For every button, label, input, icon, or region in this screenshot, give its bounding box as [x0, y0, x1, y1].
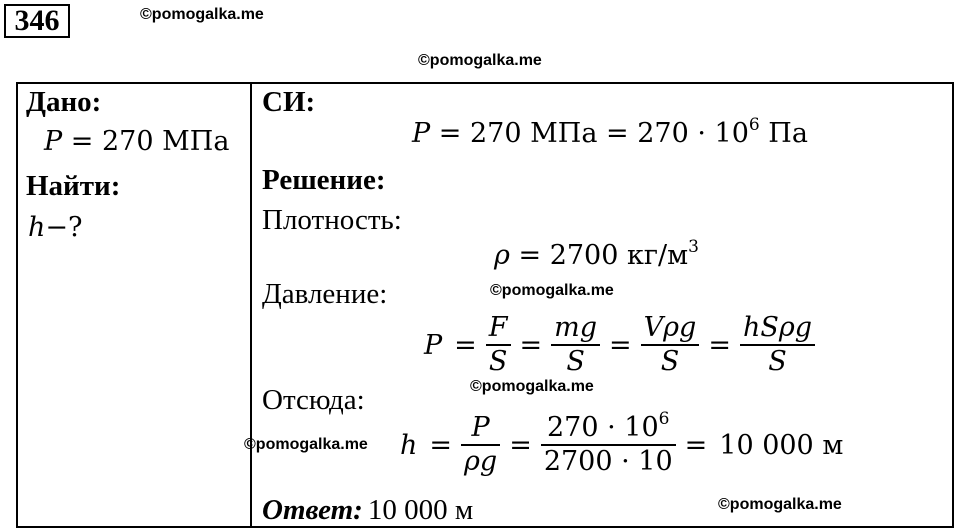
si-unit-mpa: МПа: [530, 118, 598, 149]
exponent: 6: [658, 409, 670, 429]
problem-number: 346: [4, 4, 70, 38]
fraction-denominator: S: [488, 346, 508, 378]
si-conversion: [412, 115, 808, 149]
hence-label: Отсюда:: [262, 384, 365, 416]
equals-sign: =: [708, 329, 731, 361]
find-label: Найти:: [26, 170, 121, 202]
si-value-mpa: 270: [469, 118, 522, 149]
exponent: 6: [748, 115, 760, 135]
fraction: [541, 409, 676, 479]
given-label: Дано:: [26, 86, 102, 118]
fraction: [486, 312, 511, 379]
equals-sign: =: [429, 429, 453, 461]
fraction-denominator: 2700 · 10: [543, 446, 673, 478]
fraction-numerator: P: [461, 412, 500, 446]
si-unit-pa: Па: [768, 118, 808, 149]
fraction-denominator: S: [768, 346, 787, 378]
pressure-symbol: P: [412, 118, 431, 149]
height-symbol: h: [400, 429, 418, 461]
fraction-numerator: F: [486, 312, 511, 346]
find-suffix: −?: [45, 212, 83, 243]
pressure-symbol: P: [424, 329, 443, 361]
solution-label: Решение:: [262, 164, 386, 196]
fraction-numerator: [541, 409, 676, 446]
pressure-label: Давление:: [262, 278, 388, 310]
fraction-denominator: S: [660, 346, 680, 378]
height-symbol: h: [28, 212, 46, 243]
numerator-text: 270 · 10: [546, 412, 659, 443]
density-number: 2700: [549, 240, 619, 271]
pressure-value: 270: [101, 126, 154, 157]
density-label: Плотность:: [262, 204, 402, 236]
equals-sign: =: [519, 329, 543, 361]
fraction-numerator: hSρg: [740, 312, 815, 346]
answer-line: [262, 494, 473, 527]
watermark: ©pomogalka.me: [418, 52, 542, 69]
answer-label: Ответ:: [262, 494, 363, 526]
equals-sign: =: [518, 240, 542, 271]
table-divider: [250, 82, 252, 528]
height-result: 10 000 м: [719, 429, 844, 461]
si-value-pa: 270 · 10: [637, 118, 749, 149]
equals-sign: =: [606, 118, 629, 149]
answer-value: 10 000 м: [367, 494, 474, 526]
equals-sign: =: [454, 329, 477, 361]
watermark: ©pomogalka.me: [718, 496, 842, 513]
find-height: [28, 212, 83, 243]
equals-sign: =: [509, 429, 532, 461]
fraction: [740, 312, 815, 379]
pressure-formula: [418, 312, 818, 379]
equals-sign: =: [438, 118, 462, 149]
fraction-numerator: mg: [551, 312, 600, 346]
watermark: ©pomogalka.me: [140, 6, 264, 23]
watermark: ©pomogalka.me: [470, 378, 594, 395]
watermark: ©pomogalka.me: [490, 282, 614, 299]
fraction: [461, 412, 500, 479]
watermark: ©pomogalka.me: [244, 436, 368, 453]
density-value: [494, 237, 699, 271]
fraction: [641, 312, 700, 379]
fraction-denominator: ρg: [464, 446, 498, 478]
fraction: [551, 312, 600, 379]
density-unit: кг/м: [627, 240, 689, 271]
given-pressure: [44, 126, 229, 157]
si-label: СИ:: [262, 86, 316, 118]
equals-sign: =: [684, 429, 708, 461]
fraction-numerator: Vρg: [641, 312, 700, 346]
equals-sign: =: [70, 126, 94, 157]
pressure-symbol: P: [44, 126, 63, 157]
pressure-unit: МПа: [162, 126, 230, 157]
height-formula: [394, 409, 849, 479]
exponent: 3: [688, 237, 699, 257]
density-symbol: ρ: [494, 240, 510, 271]
equals-sign: =: [609, 329, 632, 361]
fraction-denominator: S: [566, 346, 585, 378]
